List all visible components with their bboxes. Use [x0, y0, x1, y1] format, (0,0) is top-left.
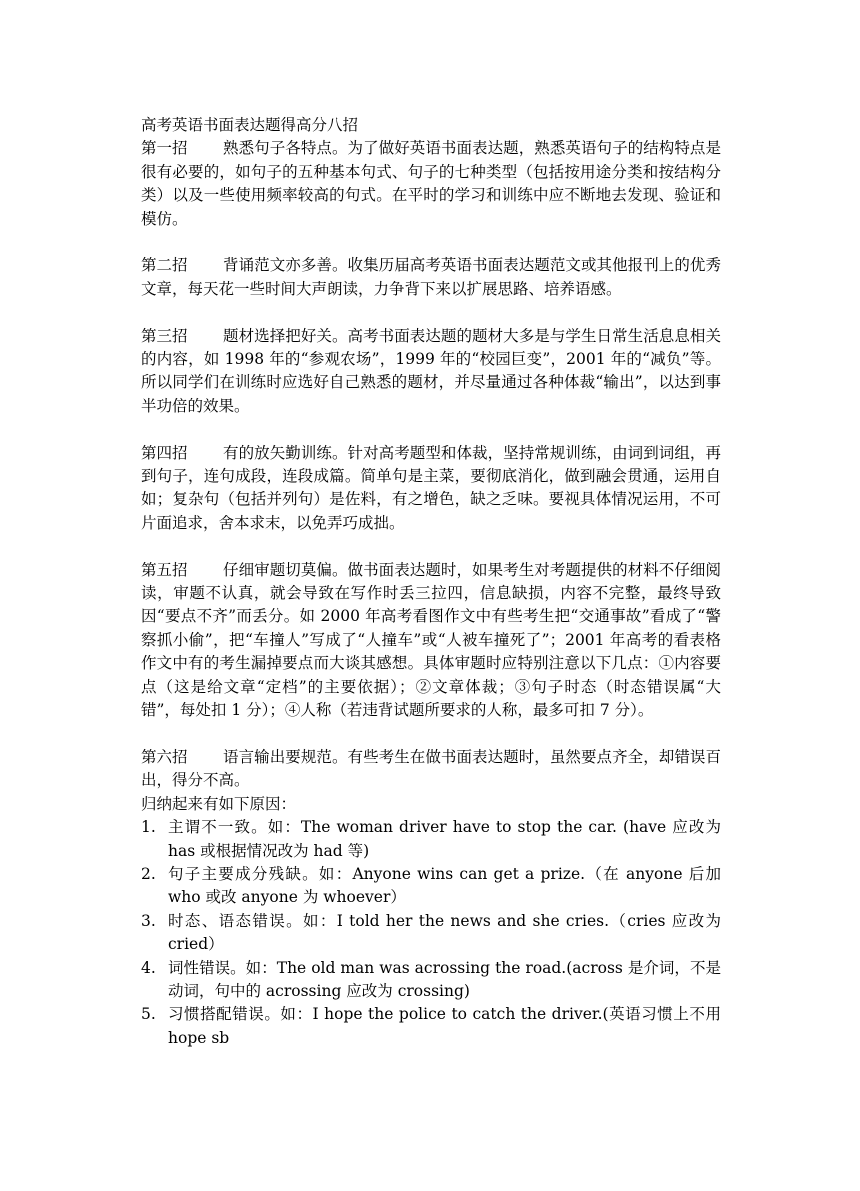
list-number: 5. [141, 1005, 156, 1024]
list-item [141, 863, 721, 910]
section-6 [141, 746, 721, 793]
list-number: 1. [141, 818, 156, 837]
document-body [141, 114, 721, 1050]
section-2 [141, 254, 721, 301]
list-item [141, 957, 721, 1004]
section-1 [141, 137, 721, 231]
section-text: 熟悉句子各特点。为了做好英语书面表达题，熟悉英语句子的结构特点是很有必要的，如句子的五种基本句式、句子的七种类型（包括按用途分类和按结构分类）以及一些使用频率较高的句式。在平时的学习和训练中应不断地去发现、验证和模仿。 [141, 139, 721, 228]
section-heading: 第五招 [141, 560, 188, 579]
section-5 [141, 559, 721, 723]
list-number: 2. [141, 864, 156, 883]
list-text: 主谓不一致。如：The woman driver have to stop the car. (have 应改为 has 或根据情况改为 had 等) [168, 818, 721, 860]
document-title: 高考英语书面表达题得高分八招 [141, 116, 359, 134]
list-item [141, 816, 721, 863]
list-item [141, 1003, 721, 1050]
list-item [141, 910, 721, 957]
list-number: 3. [141, 911, 156, 930]
list-number: 4. [141, 958, 156, 977]
section-text: 背诵范文亦多善。收集历届高考英语书面表达题范文或其他报刊上的优秀文章，每天花一些时间大声朗读，力争背下来以扩展思路、培养语感。 [141, 256, 721, 298]
list-text: 句子主要成分残缺。如：Anyone wins can get a prize.（在 anyone 后加 who 或改 anyone 为 whoever） [168, 864, 721, 907]
section-heading: 第三招 [141, 326, 188, 345]
section-3 [141, 325, 721, 419]
causes-intro: 归纳起来有如下原因： [141, 794, 297, 813]
section-text: 题材选择把好关。高考书面表达题的题材大多是与学生日常生活息息相关的内容，如 1998 年的“参观农场”，1999 年的“校园巨变”，2001 年的“减负”等。所以同学们在训练时应选好自己熟悉的题材，并尽量通过各种体裁“输出”，以达到事半功倍的效果。 [141, 326, 721, 415]
section-heading: 第一招 [141, 139, 188, 158]
section-text: 有的放矢勤训练。针对高考题型和体裁，坚持常规训练，由词到词组，再到句子，连句成段，连段成篇。简单句是主菜，要彻底消化，做到融会贯通，运用自如；复杂句（包括并列句）是佐料，有之增色，缺之乏味。要视具体情况运用，不可片面追求，舍本求末，以免弄巧成拙。 [141, 443, 721, 532]
section-4 [141, 442, 721, 536]
section-text: 仔细审题切莫偏。做书面表达题时，如果考生对考题提供的材料不仔细阅读，审题不认真，就会导致在写作时丢三拉四，信息缺损，内容不完整，最终导致因“要点不齐”而丢分。如 2000 年高考看图作文中有些考生把“交通事故”看成了“警察抓小偷”，把“车撞人”写成了“人撞车”或“人被车撞死了”；2001 年高考的看表格作文中有的考生漏掉要点而大谈其感想。具体审题时应特别注意以下几点：①内容要点（这是给文章“定档”的主要依据）；②文章体裁；③句子时态（时态错误属“大错”，每处扣 1 分）；④人称（若违背试题所要求的人称，最多可扣 7 分）。 [141, 560, 721, 720]
list-text: 词性错误。如：The old man was acrossing the road.(across 是介词，不是动词，句中的 acrossing 应改为 crossing) [168, 958, 721, 1000]
section-heading: 第六招 [141, 747, 188, 766]
list-text: 习惯搭配错误。如：I hope the police to catch the driver.(英语习惯上不用 hope sb [168, 1005, 721, 1047]
list-text: 时态、语态错误。如：I told her the news and she cries.（cries 应改为 cried） [168, 911, 721, 954]
section-heading: 第四招 [141, 443, 188, 462]
section-heading: 第二招 [141, 256, 188, 275]
section-text: 语言输出要规范。有些考生在做书面表达题时，虽然要点齐全，却错误百出，得分不高。 [141, 747, 721, 790]
causes-list [141, 816, 721, 1050]
